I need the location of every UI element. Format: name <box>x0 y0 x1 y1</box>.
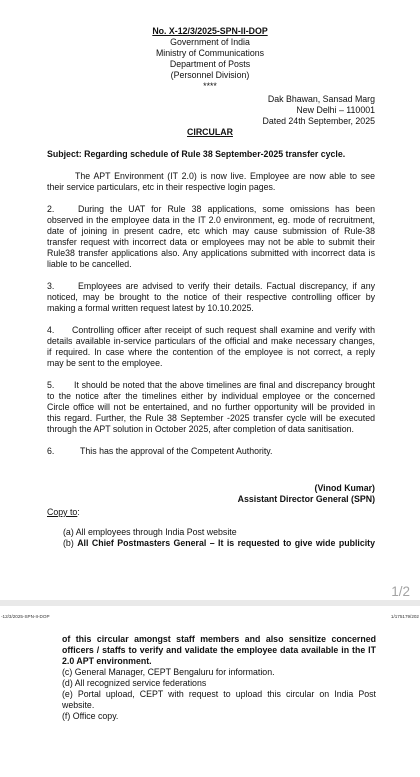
copy-to-item-continuation: website. <box>62 700 95 710</box>
date-line: Dated 24th September, 2025 <box>262 116 375 126</box>
address-line: Dak Bhawan, Sansad Marg <box>267 94 375 104</box>
address-line: New Delhi – 110001 <box>296 105 375 115</box>
paragraph-number: 5. <box>47 380 55 390</box>
paragraph-line: date of joining in present cadre, etc which may cause submission of Rule-38 <box>47 226 375 236</box>
copy-to-colon: : <box>77 507 80 517</box>
signatory-name: (Vinod Kumar) <box>314 483 375 493</box>
subject-line: Subject: Regarding schedule of Rule 38 September-2025 transfer cycle. <box>47 149 346 159</box>
copy-to-marker: (a) <box>63 527 74 537</box>
paragraph-line: to the notice after the timelines either by individual employee or the concerned <box>47 391 375 401</box>
paragraph-line: transfer request with incorrect data or employees may not be able to submit their <box>47 237 375 247</box>
page-indicator: 1/2 <box>391 584 410 599</box>
running-header-left: -12/3/2025-SPN-II-DOP <box>1 614 50 619</box>
copy-to-label: Copy to <box>47 507 78 517</box>
copy-to-continuation-line: 2.0 APT environment. <box>62 656 152 666</box>
paragraph-line: During the UAT for Rule 38 applications, some omissions has been <box>78 204 375 214</box>
copy-to-marker: (b) <box>63 538 74 548</box>
copy-to-item <box>63 538 375 549</box>
signatory-designation: Assistant Director General (SPN) <box>237 494 375 504</box>
paragraph-number: 4. <box>47 325 55 335</box>
file-number: No. X-12/3/2025-SPN-II-DOP <box>152 26 268 36</box>
copy-to-text: All Chief Postmasters General – It is requested to give wide publicity <box>77 538 375 548</box>
paragraph-line: noticed, may be brought to the notice of their respective controlling officer by <box>47 292 375 302</box>
header-line: Government of India <box>170 37 250 47</box>
paragraph-line: Controlling officer after receipt of such request shall examine and verify with <box>72 325 375 335</box>
paragraph-line: if required. In case where the contention of the employee is not correct, a reply <box>47 347 375 357</box>
paragraph-line: The APT Environment (IT 2.0) is now live. Employee are now able to see <box>75 171 375 181</box>
circular-title: CIRCULAR <box>187 127 233 137</box>
paragraph-line: details available in-service particulars of the official and make necessary changes, <box>47 336 375 346</box>
copy-to-item: (d) All recognized service federations <box>62 678 207 688</box>
paragraph-number: 2. <box>47 204 55 214</box>
paragraph-line: their service particulars, etc in their respective login pages. <box>47 182 276 192</box>
paragraph-line: observed in the employee data in the IT 2.0 environment, eg. mode of recruitment, <box>47 215 375 225</box>
header-line: Department of Posts <box>169 59 251 69</box>
paragraph-line: this regard. Further, the Rule 38 September -2025 transfer cycle will be executed <box>47 413 375 423</box>
paragraph-line: liable to be cancelled. <box>47 259 132 269</box>
paragraph-line: through the APT solution in October 2025, after completion of data sanitisation. <box>47 424 354 434</box>
paragraph-line: Rule38 transfer applications also. Any applications submitted with incorrect data is <box>47 248 375 258</box>
paragraph-line: It should be noted that the above timelines are final and discrepancy brought <box>74 380 375 390</box>
paragraph-line: making a formal written request latest by 10.10.2025. <box>47 303 254 313</box>
copy-to-continuation-line: of this circular amongst staff members and also sensitize concerned <box>62 634 376 644</box>
copy-to-item <box>63 527 237 538</box>
copy-to-item: (f) Office copy. <box>62 711 119 721</box>
header-line: Ministry of Communications <box>155 48 265 58</box>
paragraph-line: Employees are advised to verify their details. Factual discrepancy, if any <box>78 281 375 291</box>
copy-to-item: (c) General Manager, CEPT Bengaluru for information. <box>62 667 275 677</box>
paragraph-line: Circle office will not be entertained, and no further opportunity will be provided in <box>47 402 375 412</box>
document-page-2 <box>0 606 420 777</box>
header-line: (Personnel Division) <box>170 70 250 80</box>
paragraph-line: may be sent to the employee. <box>47 358 163 368</box>
copy-to-item: (e) Portal upload, CEPT with request to upload this circular on India Post <box>62 689 376 699</box>
running-header-right: 1/175179/202 <box>390 614 419 619</box>
paragraph-number: 6. <box>47 446 55 456</box>
copy-to-heading <box>47 507 80 518</box>
header-asterisks: **** <box>203 81 217 91</box>
copy-to-text: All employees through India Post website <box>75 527 237 537</box>
paragraph-line: This has the approval of the Competent Authority. <box>80 446 273 456</box>
copy-to-continuation-line: officers / staffs to verify and validate the employee data available in the IT <box>62 645 376 655</box>
paragraph-number: 3. <box>47 281 55 291</box>
